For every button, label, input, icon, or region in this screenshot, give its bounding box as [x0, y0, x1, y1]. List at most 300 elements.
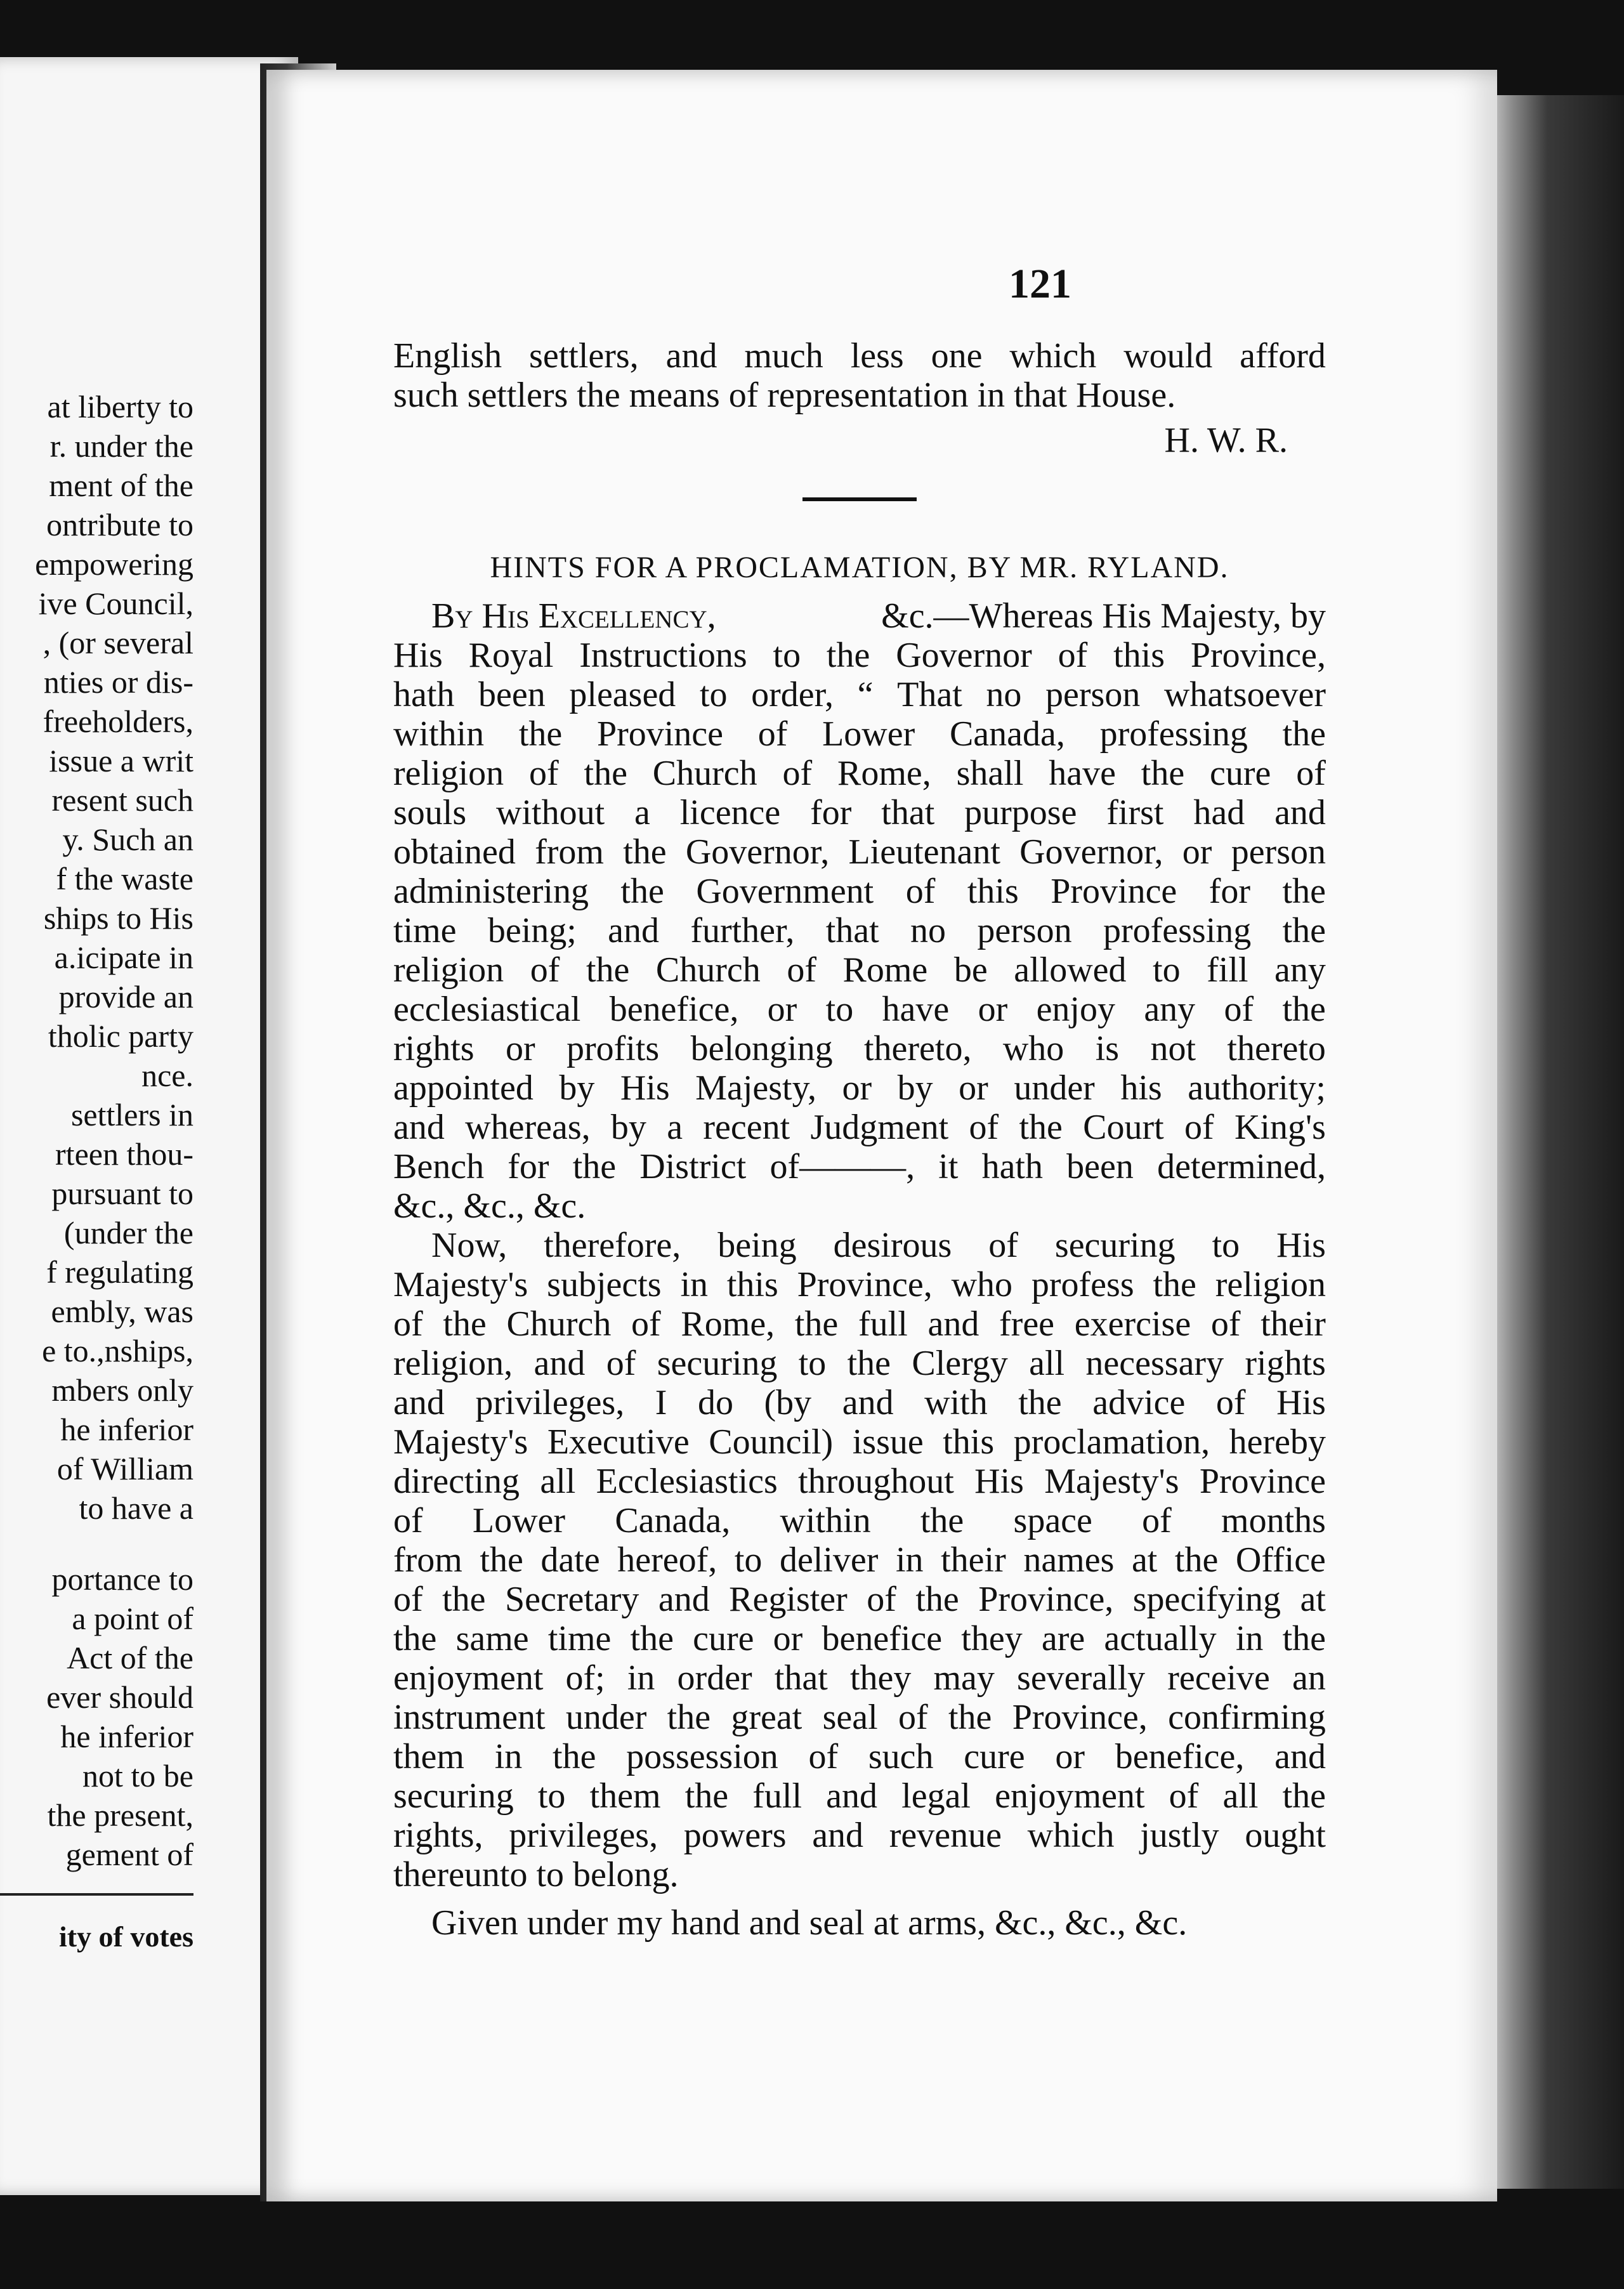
word: have	[1049, 754, 1116, 793]
word: the	[948, 1698, 992, 1737]
word: settlers,	[529, 336, 639, 376]
word: authority;	[1188, 1068, 1326, 1108]
left-line: e to.,nships,	[42, 1333, 193, 1368]
paragraph-line	[393, 1737, 1326, 1776]
word: for	[810, 793, 852, 832]
left-line: a.icipate in	[54, 940, 193, 975]
word: any	[1274, 950, 1326, 990]
word: of	[787, 950, 816, 990]
word: District	[639, 1147, 747, 1186]
word: may	[933, 1658, 995, 1698]
word: at	[1131, 1540, 1158, 1580]
paragraph-line	[393, 1698, 1326, 1737]
word: “	[857, 675, 874, 714]
word: without	[496, 793, 605, 832]
word: possession	[626, 1737, 778, 1776]
left-line: f the waste	[56, 861, 193, 896]
left-line: to have a	[79, 1490, 193, 1526]
word: would	[1123, 336, 1213, 376]
left-line: of William	[56, 1451, 193, 1486]
paragraph-line	[393, 675, 1326, 714]
word: appointed	[393, 1068, 534, 1108]
word: free	[999, 1304, 1055, 1344]
word: the	[620, 872, 664, 911]
paragraph-line	[393, 1108, 1326, 1147]
word: who	[1002, 1029, 1064, 1068]
word: full	[752, 1776, 802, 1816]
word: same	[455, 1619, 529, 1658]
lead-in: By His Excellency,	[431, 596, 716, 636]
word: Now,	[431, 1226, 508, 1265]
word: whereas,	[465, 1108, 591, 1147]
word: a	[667, 1108, 683, 1147]
word: names	[1023, 1540, 1115, 1580]
word: exercise	[1074, 1304, 1191, 1344]
word: person	[1231, 832, 1326, 872]
word: not	[1150, 1029, 1196, 1068]
word: revenue	[889, 1816, 1002, 1855]
paragraph-line	[393, 872, 1326, 911]
left-line: the present,	[47, 1797, 193, 1833]
left-line: settlers in	[70, 1097, 193, 1132]
left-line: portance to	[51, 1561, 193, 1597]
word: or	[959, 1068, 988, 1108]
paragraph-line	[393, 1816, 1326, 1855]
line-text: &c., &c., &c.	[393, 1186, 586, 1226]
word: the	[915, 1580, 959, 1619]
word: the	[1141, 754, 1185, 793]
word: English	[393, 336, 502, 376]
left-line: Act of the	[67, 1640, 193, 1676]
word: the	[1282, 872, 1326, 911]
word: Instructions	[579, 636, 747, 675]
word: Government	[696, 872, 874, 911]
word: hath	[393, 675, 455, 714]
left-line: f regulating	[46, 1254, 193, 1290]
left-line: ever should	[46, 1679, 193, 1715]
word: or	[773, 1619, 803, 1658]
word: been	[1066, 1147, 1134, 1186]
word: by	[559, 1068, 595, 1108]
word: or	[978, 990, 1008, 1029]
closing-line: Given under my hand and seal at arms, &c., &c., &c.	[431, 1903, 1188, 1943]
word: actually	[1104, 1619, 1217, 1658]
word: whatsoever	[1163, 675, 1326, 714]
left-line: , (or several	[43, 625, 193, 660]
word: of	[808, 1737, 839, 1776]
word: of	[1169, 1776, 1199, 1816]
word: recent	[703, 1108, 790, 1147]
word: Province,	[797, 1265, 933, 1304]
word: and	[608, 911, 659, 950]
word: Royal	[468, 636, 554, 675]
word: Governor	[896, 636, 1032, 675]
word: of	[529, 754, 559, 793]
left-line: ment of the	[49, 468, 193, 503]
word: Province,	[1012, 1698, 1148, 1737]
left-line: gement of	[65, 1837, 193, 1872]
word: and	[534, 1344, 586, 1383]
word: they	[961, 1619, 1023, 1658]
paragraph-line	[393, 1383, 1326, 1422]
page-number: 121	[1009, 261, 1071, 307]
word: less	[850, 336, 904, 376]
word: their	[941, 1540, 1006, 1580]
word: of	[867, 1580, 896, 1619]
word: time	[393, 911, 457, 950]
word: in	[680, 1265, 708, 1304]
word: of	[1184, 1108, 1214, 1147]
word: of	[782, 754, 813, 793]
word: Church	[652, 754, 757, 793]
word: of;	[565, 1658, 605, 1698]
word: are	[1041, 1619, 1085, 1658]
word: one	[931, 336, 983, 376]
word: the	[623, 832, 667, 872]
word: ecclesiastical	[393, 990, 581, 1029]
word: His	[393, 636, 443, 675]
word: the	[1019, 1108, 1063, 1147]
paragraph-line	[393, 754, 1326, 793]
paragraph-line	[393, 636, 1326, 675]
word: for	[1208, 872, 1251, 911]
paragraph-line	[393, 1029, 1326, 1068]
left-page-fragment	[0, 57, 298, 2195]
word: King's	[1234, 1108, 1326, 1147]
paragraph-line	[393, 596, 1326, 636]
word: months	[1221, 1501, 1326, 1540]
word: any	[1144, 990, 1196, 1029]
word: His	[1276, 1383, 1326, 1422]
word: or	[842, 1068, 872, 1108]
word: benefice,	[1115, 1737, 1245, 1776]
word: specifying	[1132, 1580, 1281, 1619]
word: the	[480, 1540, 523, 1580]
word: to	[1212, 1226, 1240, 1265]
left-line: r. under the	[49, 428, 193, 464]
word: afford	[1240, 336, 1326, 376]
word: the	[1282, 1776, 1326, 1816]
paragraph-line	[393, 1068, 1326, 1108]
word: directing	[393, 1462, 520, 1501]
word: to	[825, 990, 854, 1029]
word: much	[744, 336, 823, 376]
word: person	[1045, 675, 1141, 714]
word: securing	[1054, 1226, 1175, 1265]
word: of	[898, 1698, 928, 1737]
word: Canada,	[949, 714, 1065, 754]
word: profess	[1031, 1265, 1134, 1304]
word: by	[610, 1108, 646, 1147]
word: which	[1027, 1816, 1115, 1855]
word: benefice	[822, 1619, 943, 1658]
paragraph-line	[393, 1147, 1326, 1186]
word: to	[798, 1344, 827, 1383]
word: Secretary	[504, 1580, 639, 1619]
word: the	[586, 950, 630, 990]
word: the	[1282, 990, 1326, 1029]
word: all	[540, 1462, 576, 1501]
word: is	[1095, 1029, 1120, 1068]
word: Ecclesiastics	[596, 1462, 778, 1501]
word: profits	[566, 1029, 660, 1068]
word: do	[697, 1383, 733, 1422]
word: an	[1292, 1658, 1326, 1698]
word: to	[537, 1776, 566, 1816]
paragraph-line	[393, 950, 1326, 990]
paragraph-line	[393, 911, 1326, 950]
word: of	[393, 1580, 423, 1619]
word: been	[478, 675, 546, 714]
word: Rome,	[681, 1304, 775, 1344]
word: the	[794, 1304, 839, 1344]
word: they	[849, 1658, 912, 1698]
word: and	[1274, 1737, 1326, 1776]
line-text: such settlers the means of representation in that House.	[393, 376, 1176, 415]
left-line: ships to His	[43, 900, 193, 936]
word: souls	[393, 793, 467, 832]
word: the	[572, 1147, 617, 1186]
word: and	[393, 1108, 445, 1147]
paragraph-line	[393, 1186, 1326, 1226]
word: the	[443, 1304, 487, 1344]
signature: H. W. R.	[1164, 421, 1288, 460]
word: it	[938, 1147, 959, 1186]
word: administering	[393, 872, 589, 911]
intro-line	[393, 376, 1326, 415]
word: Register	[729, 1580, 848, 1619]
word: the	[667, 1698, 711, 1737]
word: throughout	[798, 1462, 954, 1501]
left-line: freeholders,	[43, 704, 193, 739]
word: the	[630, 1619, 674, 1658]
word: confirming	[1168, 1698, 1326, 1737]
word: Clergy	[912, 1344, 1008, 1383]
word: enjoy	[1036, 990, 1115, 1029]
word: of———,	[769, 1147, 915, 1186]
word: that	[825, 911, 879, 950]
word: Province,	[978, 1580, 1114, 1619]
word: to	[699, 675, 728, 714]
word: religion	[1215, 1265, 1326, 1304]
left-line: embly, was	[51, 1294, 193, 1329]
word: all	[1222, 1776, 1259, 1816]
left-line: ive Council,	[38, 586, 193, 621]
word: of	[606, 1344, 636, 1383]
paragraph-line	[393, 1422, 1326, 1462]
left-line: he inferior	[60, 1412, 193, 1447]
footnote-rule	[0, 1893, 193, 1896]
left-footnote: ity of votes	[58, 1920, 193, 1953]
word: cure	[1210, 754, 1271, 793]
word: the	[1153, 1265, 1196, 1304]
word: this	[1113, 636, 1165, 675]
word: within	[780, 1501, 871, 1540]
word: the	[1018, 1383, 1062, 1422]
word: have	[882, 990, 950, 1029]
word: thereto,	[863, 1029, 972, 1068]
word: determined,	[1157, 1147, 1326, 1186]
right-page	[266, 70, 1497, 2201]
word: the	[553, 1737, 596, 1776]
word: Canada,	[615, 1501, 731, 1540]
word: professing	[1099, 714, 1248, 754]
word: allowed	[1014, 950, 1127, 990]
word: the	[393, 1619, 437, 1658]
left-line: issue a writ	[49, 743, 193, 778]
word: Province	[1051, 872, 1177, 911]
word: Rome	[842, 950, 928, 990]
word: Majesty's	[1044, 1462, 1179, 1501]
paragraph-line	[393, 714, 1326, 754]
left-line: a point of	[72, 1601, 193, 1636]
paragraph-line	[393, 1580, 1326, 1619]
word: receive	[1167, 1658, 1270, 1698]
word: that	[774, 1658, 828, 1698]
word: of	[1215, 1383, 1246, 1422]
word: or	[505, 1029, 535, 1068]
word: and	[842, 1383, 894, 1422]
line-text: thereunto to belong.	[393, 1855, 679, 1894]
word: further,	[690, 911, 795, 950]
left-line: nties or dis-	[43, 664, 193, 700]
paragraph-line	[393, 1619, 1326, 1658]
word: belonging	[690, 1029, 833, 1068]
paragraph-line	[393, 1501, 1326, 1540]
word: in	[627, 1658, 655, 1698]
word: (by	[764, 1383, 812, 1422]
word: Church	[506, 1304, 612, 1344]
word: had	[1193, 793, 1245, 832]
word: Majesty's	[393, 1265, 528, 1304]
left-line: mbers only	[51, 1372, 193, 1408]
word: Rome,	[837, 754, 931, 793]
left-line: empowering	[35, 546, 193, 582]
left-line: ontribute to	[46, 507, 193, 542]
word: them	[589, 1776, 661, 1816]
word: Court	[1083, 1108, 1164, 1147]
word: Lieutenant	[848, 832, 1000, 872]
word: of	[1210, 1304, 1241, 1344]
word: date	[540, 1540, 600, 1580]
word: the	[518, 714, 563, 754]
word: licence	[679, 793, 781, 832]
word: and	[393, 1383, 445, 1422]
word: advice	[1092, 1383, 1186, 1422]
left-line: nce.	[141, 1058, 193, 1093]
word: them	[393, 1737, 464, 1776]
word: religion	[393, 950, 504, 990]
word: and	[658, 1580, 710, 1619]
word: purpose	[964, 793, 1077, 832]
word: rights,	[393, 1816, 483, 1855]
word: Governor,	[685, 832, 830, 872]
paragraph-line	[393, 1855, 1326, 1894]
word: of	[631, 1304, 661, 1344]
word: Majesty's	[393, 1422, 528, 1462]
word: Office	[1235, 1540, 1326, 1580]
word: desirous	[833, 1226, 952, 1265]
word: no	[986, 675, 1022, 714]
word: in	[494, 1737, 523, 1776]
word: in	[896, 1540, 924, 1580]
paragraph-line	[393, 1265, 1326, 1304]
word: justly	[1140, 1816, 1219, 1855]
paragraph-line	[393, 1226, 1326, 1265]
word: or	[1182, 832, 1212, 872]
word: securing	[657, 1344, 778, 1383]
word: to	[1153, 950, 1181, 990]
word: space	[1013, 1501, 1092, 1540]
word: of	[1296, 754, 1326, 793]
word: the	[1282, 911, 1326, 950]
word: the	[684, 1776, 729, 1816]
word: fill	[1207, 950, 1248, 990]
word: order,	[751, 675, 834, 714]
paragraph-line	[393, 990, 1326, 1029]
section-heading: HINTS FOR A PROCLAMATION, BY MR. RYLAND.	[490, 551, 1229, 584]
word: of	[530, 950, 560, 990]
word: seal	[822, 1698, 878, 1737]
word: Bench	[393, 1147, 485, 1186]
word: being;	[487, 911, 577, 950]
word: deliver	[779, 1540, 879, 1580]
word: ought	[1245, 1816, 1326, 1855]
left-line: pursuant to	[51, 1176, 193, 1211]
word: His	[1276, 1226, 1326, 1265]
word: subjects	[547, 1265, 662, 1304]
word: this	[726, 1265, 778, 1304]
left-line: tholic party	[48, 1018, 193, 1054]
word: legal	[901, 1776, 971, 1816]
word: all	[1029, 1344, 1065, 1383]
word: full	[858, 1304, 908, 1344]
word: the	[847, 1344, 891, 1383]
word: no	[910, 911, 946, 950]
word: time	[547, 1619, 612, 1658]
word: Judgment	[810, 1108, 949, 1147]
word: their	[1261, 1304, 1326, 1344]
word: cure	[693, 1619, 754, 1658]
word: and	[826, 1776, 878, 1816]
word: benefice,	[609, 990, 739, 1029]
word: the	[1282, 1619, 1326, 1658]
word: rights	[1245, 1344, 1326, 1383]
paragraph-line	[393, 1462, 1326, 1501]
left-line: y. Such an	[62, 822, 193, 857]
paragraph-line	[393, 1540, 1326, 1580]
word: at	[1300, 1580, 1326, 1619]
paragraph-line	[393, 1304, 1326, 1344]
word: enjoyment	[393, 1658, 544, 1698]
word: his	[1120, 1068, 1162, 1108]
word: Governor,	[1019, 832, 1163, 872]
word: order	[677, 1658, 752, 1698]
word: of	[393, 1304, 423, 1344]
left-line: provide an	[58, 979, 193, 1014]
paragraph-line	[393, 832, 1326, 872]
word: Province,	[1190, 636, 1326, 675]
word: of	[757, 714, 788, 754]
word: hereof,	[617, 1540, 717, 1580]
word: under	[1014, 1068, 1095, 1108]
word: hereby	[1229, 1422, 1326, 1462]
intro-line	[393, 336, 1326, 376]
word: person	[977, 911, 1072, 950]
word: obtained	[393, 832, 516, 872]
book-edge	[1484, 95, 1624, 2189]
word: a	[634, 793, 650, 832]
